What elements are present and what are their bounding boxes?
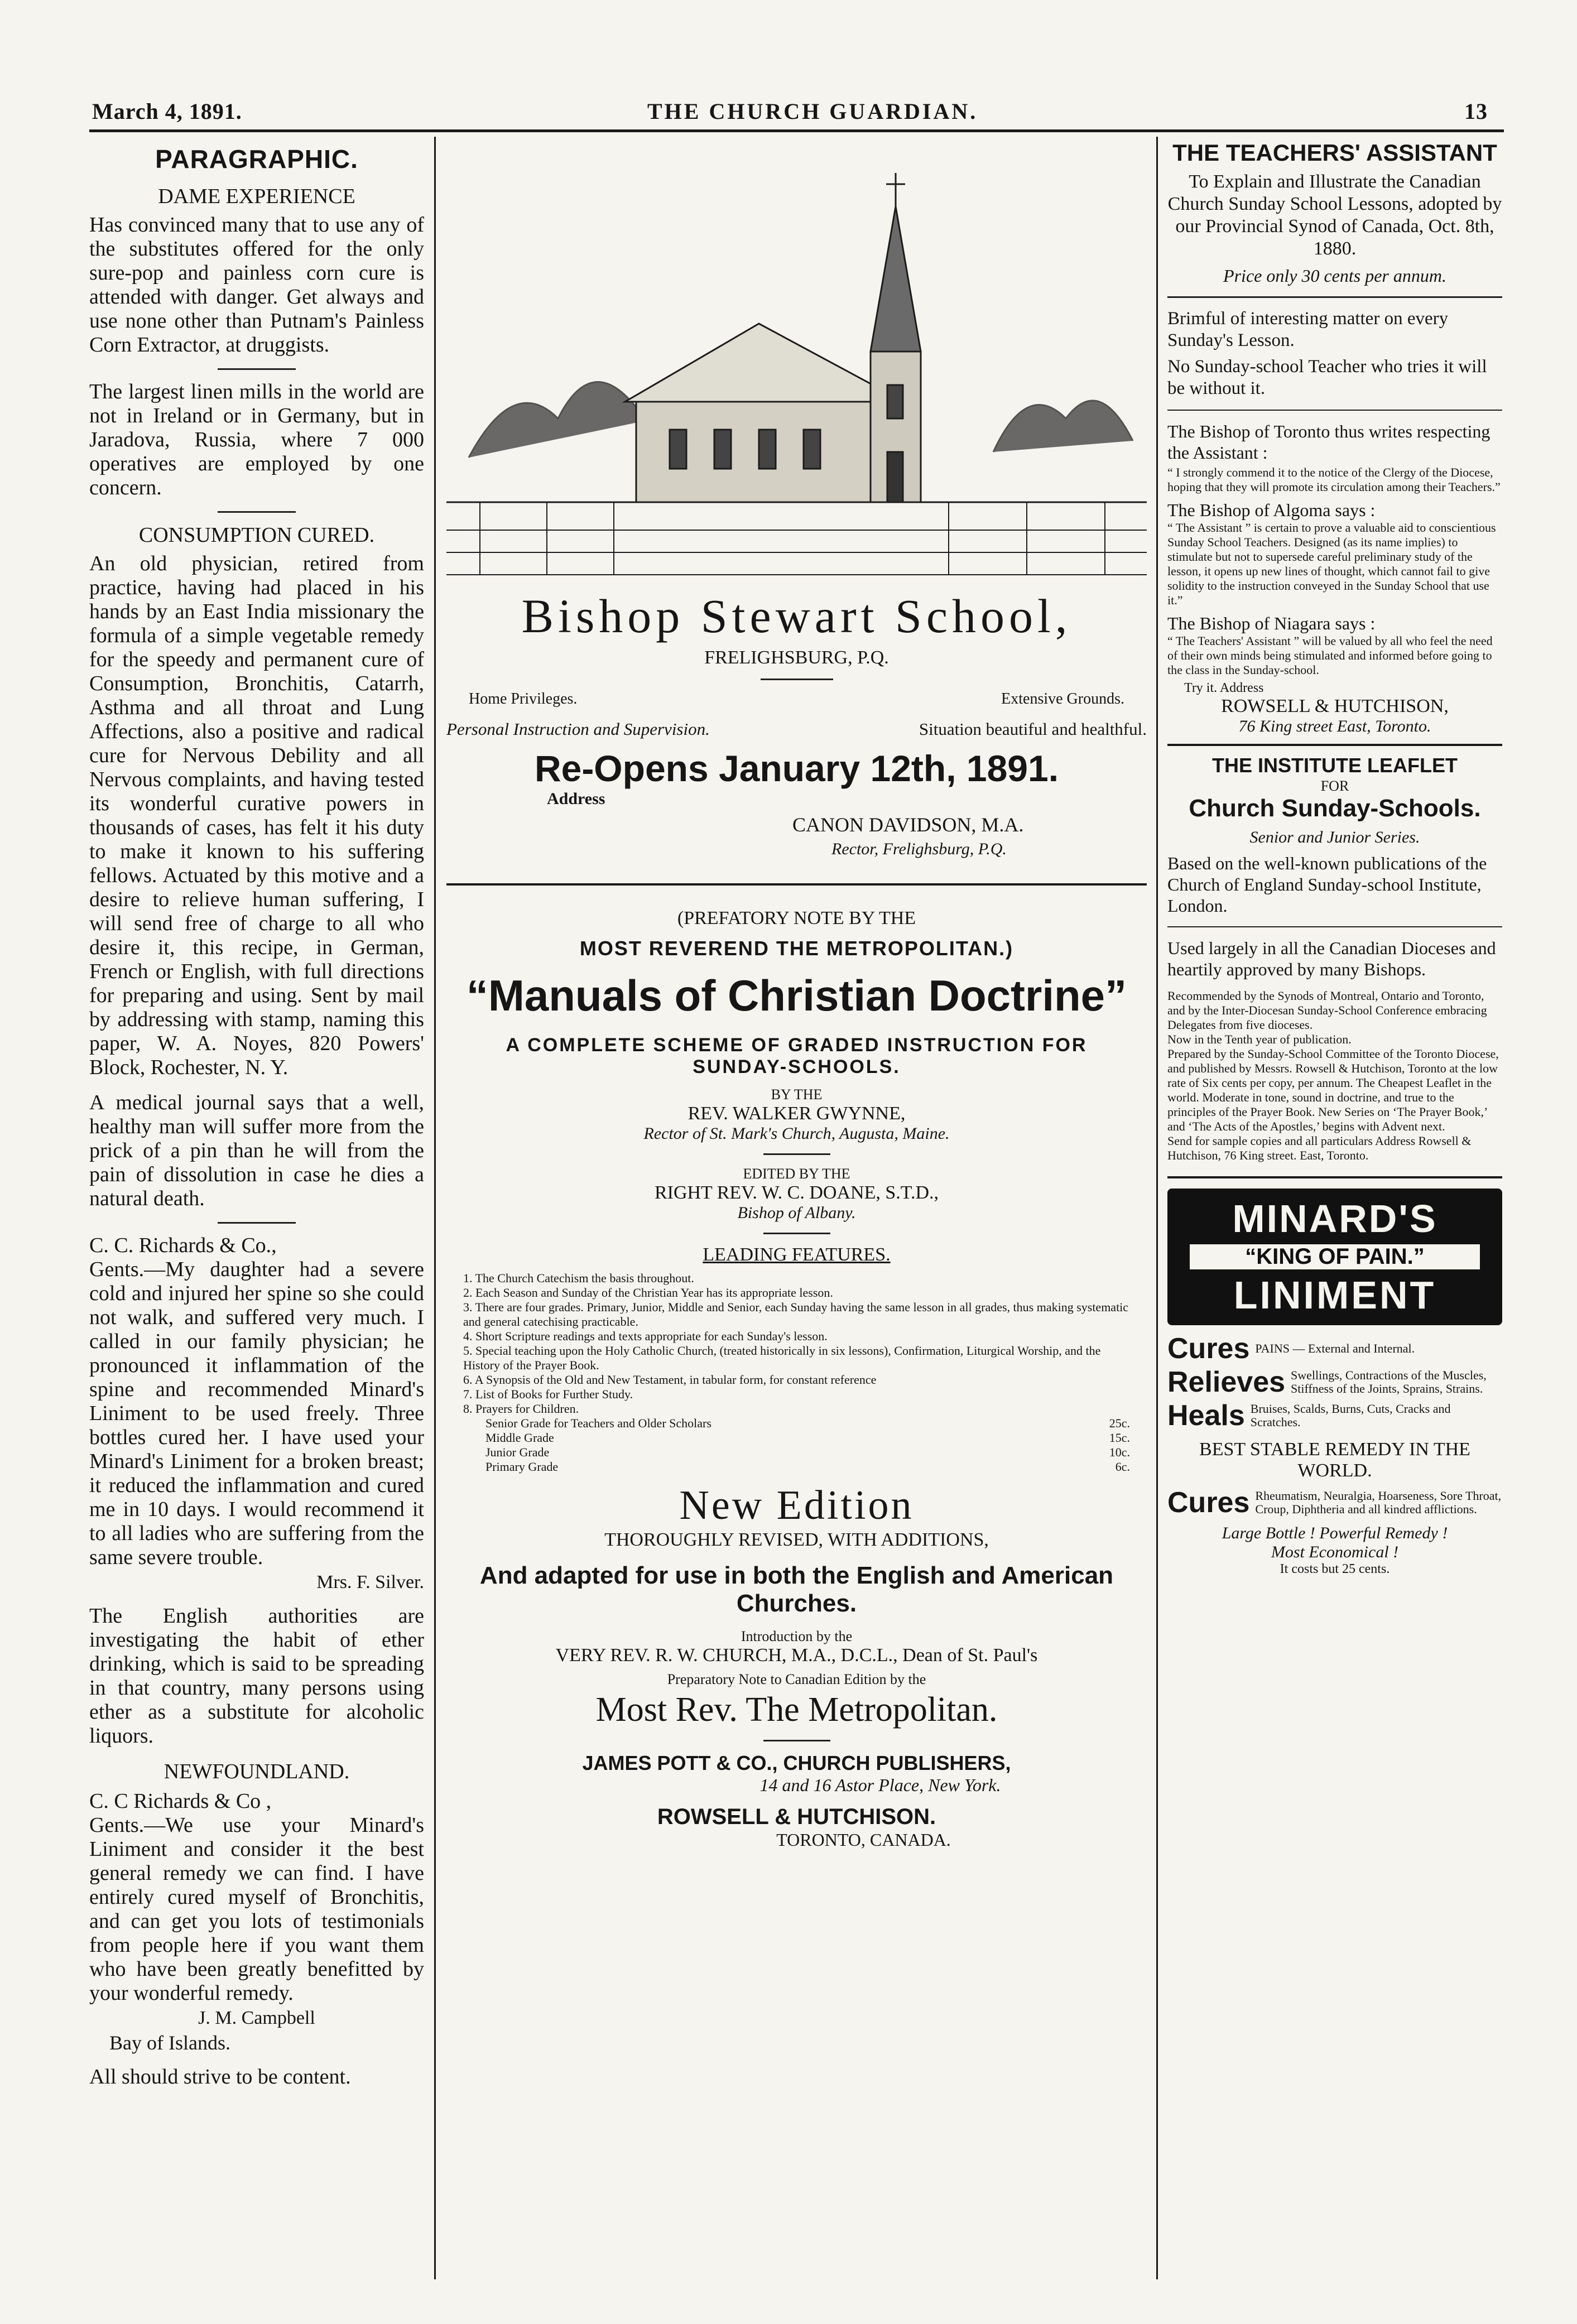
- paragraphic-heading: PARAGRAPHIC.: [155, 145, 358, 174]
- large-bottle: Large Bottle ! Powerful Remedy !: [1222, 1524, 1448, 1542]
- reopens-date: Re-Opens January 12th, 1891.: [534, 748, 1059, 789]
- divider: [761, 679, 833, 680]
- address-label: Address: [547, 790, 605, 808]
- price-row: Middle Grade 15c.: [485, 1431, 1130, 1445]
- doane: RIGHT REV. W. C. DOANE, S.T.D.,: [654, 1182, 939, 1203]
- bay-of-islands: Bay of Islands.: [109, 2032, 230, 2054]
- column-1: [89, 138, 424, 2089]
- toronto-quote: “ I strongly commend it to the notice of the Clergy of the Diocese, hoping that they will promote its circulation among their Teachers.”: [1167, 465, 1501, 494]
- section-rule: [446, 883, 1147, 886]
- try-it: Try it. Address: [1184, 681, 1264, 695]
- school-name: Bishop Stewart School,: [521, 589, 1072, 643]
- send-for: Send for sample copies and all particulars Address Rowsell & Hutchison, 76 King street. East, Toronto.: [1167, 1134, 1472, 1162]
- header-title: THE CHURCH GUARDIAN.: [647, 99, 978, 124]
- doane-title: Bishop of Albany.: [737, 1204, 856, 1222]
- minards-title: MINARD'S: [1232, 1197, 1437, 1240]
- divider: [1167, 296, 1502, 298]
- feature-item: 1. The Church Catechism the basis throughout.: [463, 1271, 694, 1285]
- features-list: [463, 1271, 1130, 1474]
- for-label: FOR: [1320, 778, 1349, 794]
- situation: Situation beautiful and healthful.: [919, 719, 1147, 739]
- used-largely: Used largely in all the Canadian Dioceses and heartily approved by many Bishops.: [1167, 938, 1496, 979]
- divider: [763, 1233, 830, 1234]
- feature-item: 5. Special teaching upon the Holy Catholic Church, (treated historically in six lessons), Confirmation, Liturgical Worship, and the History of the Prayer Book.: [463, 1344, 1101, 1372]
- header-date: March 4, 1891.: [92, 99, 242, 124]
- cures-text: PAINS — External and Internal.: [1255, 1341, 1415, 1355]
- feature-item: 7. List of Books for Further Study.: [463, 1387, 633, 1401]
- section-rule: [1167, 744, 1502, 746]
- column-2: [446, 139, 1147, 1850]
- new-edition: New Edition: [679, 1483, 914, 1528]
- manuals-title: “Manuals of Christian Doctrine”: [466, 971, 1127, 1020]
- divider: [1167, 410, 1502, 411]
- heals-word: Heals: [1167, 1399, 1245, 1432]
- gwynne-title: Rector of St. Mark's Church, Augusta, Maine.: [643, 1124, 950, 1143]
- preparatory-note: Preparatory Note to Canadian Edition by the: [667, 1671, 926, 1687]
- price-row: Senior Grade for Teachers and Older Scholars 25c.: [485, 1416, 1130, 1430]
- prefatory-note: (PREFATORY NOTE BY THE: [677, 908, 916, 928]
- pott-address: 14 and 16 Astor Place, New York.: [759, 1775, 1001, 1795]
- algoma-quote: “ The Assistant ” is certain to prove a valuable aid to conscientious Sunday School Teachers. Designed (as its name implies) to stimulate but not to supersede careful preliminary study of the lesson, it opens up new lines of thought, which cannot fail to give solidity to the instruction conveyed in the Sunday School that use it.”: [1167, 521, 1496, 607]
- personal-instruction: Personal Instruction and Supervision.: [446, 719, 710, 739]
- rector-line: Rector, Frelighsburg, P.Q.: [831, 840, 1007, 858]
- richards-salutation: C. C. Richards & Co.,: [89, 1234, 277, 1257]
- content-paragraph: All should strive to be content.: [89, 2065, 351, 2089]
- rowsell-hutchison-c3: ROWSELL & HUTCHISON,: [1221, 696, 1449, 716]
- divider: [218, 1222, 296, 1224]
- most-economical: Most Economical !: [1271, 1543, 1399, 1561]
- best-stable: BEST STABLE REMEDY IN THE WORLD.: [1199, 1439, 1470, 1481]
- feature-item: 4. Short Scripture readings and texts appropriate for each Sunday's lesson.: [463, 1329, 828, 1343]
- toronto-canada: TORONTO, CANADA.: [776, 1830, 951, 1850]
- price-row: Junior Grade 10c.: [485, 1445, 1130, 1459]
- minards-banner: [1167, 1189, 1502, 1325]
- feature-item: 2. Each Season and Sunday of the Christian Year has its appropriate lesson.: [463, 1286, 833, 1300]
- price-row: Primary Grade 6c.: [485, 1460, 1130, 1474]
- based-on: Based on the well-known publications of the Church of England Sunday-school Institute, London.: [1167, 853, 1487, 916]
- assistant-price: Price only 30 cents per annum.: [1223, 266, 1446, 286]
- walker-gwynne: REV. WALKER GWYNNE,: [687, 1103, 906, 1124]
- church-engraving: [446, 139, 1147, 586]
- feature-item: 3. There are four grades. Primary, Junior, Middle and Senior, each Sunday having the same lesson in all grades, thus making systematic and general catechising practicable.: [463, 1300, 1129, 1329]
- cures-word: Cures: [1167, 1332, 1250, 1365]
- liniment-title: LINIMENT: [1233, 1273, 1436, 1317]
- assistant-description: To Explain and Illustrate the Canadian Church Sunday School Lessons, adopted by our Provincial Synod of Canada, Oct. 8th, 1880.: [1167, 171, 1502, 259]
- divider: [763, 1740, 830, 1741]
- newfoundland-heading: NEWFOUNDLAND.: [164, 1760, 350, 1783]
- thoroughly-revised: THOROUGHLY REVISED, WITH ADDITIONS,: [604, 1529, 989, 1550]
- column-rule-1: [434, 137, 436, 2279]
- church-sunday-schools: Church Sunday-Schools.: [1189, 795, 1481, 822]
- bronchitis-letter: Gents.—We use your Minard's Liniment and consider it the best general remedy we can find. I have entirely cured myself of Bronchitis, and can get you lots of testimonials from people here if you want them who have been greatly benefitted by your wonderful remedy.: [89, 1813, 424, 2005]
- leading-features: LEADING FEATURES.: [703, 1244, 891, 1265]
- column-rule-2: [1156, 137, 1158, 2279]
- heals-text: Bruises, Scalds, Burns, Cuts, Cracks and Scratches.: [1250, 1402, 1451, 1429]
- complete-scheme: A COMPLETE SCHEME OF GRADED INSTRUCTION FOR SUNDAY-SCHOOLS.: [506, 1035, 1088, 1077]
- by-the: BY THE: [771, 1086, 823, 1103]
- divider: [1167, 926, 1502, 927]
- header-rule: [89, 129, 1504, 132]
- no-teacher: No Sunday-school Teacher who tries it will be without it.: [1167, 357, 1487, 398]
- consumption-paragraph: An old physician, retired from practice, having had placed in his hands by an East India missionary the formula of a simple vegetable remedy for the speedy and permanent cure of Consumption, Bronchitis, Catarrh, Asthma and all throat and Lung Affections, also a positive and radical cure for Nervous Debility and all Nervous complaints, and having tested its wonderful curative powers in thousands of cases, has felt it his duty to make it known to his suffering fellows. Actuated by this motive and a desire to relieve human suffering, I will send free of charge to all who desire it, this recipe, in German, French or English, with full directions for preparing and using. Sent by mail by addressing with stamp, naming this paper, W. A. Noyes, 820 Powers' Block, Rochester, N. Y.: [89, 552, 424, 1079]
- tenth-year: Now in the Tenth year of publication.: [1167, 1032, 1352, 1046]
- section-rule: [1167, 1176, 1502, 1178]
- niagara-quote: “ The Teachers' Assistant ” will be valued by all who feel the need of their own minds being stimulated and informed before going to the class in the Sunday-school.: [1167, 634, 1493, 677]
- king-of-pain: “KING OF PAIN.”: [1190, 1244, 1480, 1269]
- feature-item: 6. A Synopsis of the Old and New Testament, in tabular form, for constant reference: [463, 1373, 877, 1387]
- senior-junior: Senior and Junior Series.: [1249, 828, 1420, 846]
- linen-paragraph: The largest linen mills in the world are not in Ireland or in Germany, but in Jaradova, Russia, where 7 000 operatives are employed by one concern.: [89, 380, 424, 499]
- prepared-by: Prepared by the Sunday-School Committee of the Toronto Diocese, and published by Messrs. Rowsell & Hutchison, Toronto at the low rate of Six cents per copy, per annum. The Cheapest Leaflet in the world. Moderate in tone, sound in doctrine, and true to the principles of the Prayer Book. New Series on ‘The Prayer Book,’ and ‘The Acts of the Apostles,’ begins with Advent next.: [1167, 1047, 1499, 1133]
- school-place: FRELIGHSBURG, P.Q.: [704, 647, 889, 668]
- costs-25: It costs but 25 cents.: [1280, 1562, 1390, 1576]
- introduction-by: Introduction by the: [741, 1628, 853, 1644]
- spine-letter: Gents.—My daughter had a severe cold and injured her spine so she could not walk, and suffered very much. I called in our family physician; he pronounced it inflammation of the spine and recommended Minard's Liniment to be used freely. Three bottles cured her. I have used your Minard's Liniment for a broken breast; it reduced the inflammation and cured me in 10 days. I would recommend it to all ladies who are suffering from the same severe trouble.: [89, 1258, 424, 1569]
- consumption-heading: CONSUMPTION CURED.: [138, 523, 375, 547]
- relieves-text: Swellings, Contractions of the Muscles, Stiffness of the Joints, Sprains, Strains.: [1291, 1368, 1487, 1396]
- dame-experience-heading: DAME EXPERIENCE: [158, 185, 355, 208]
- james-pott: JAMES POTT & CO., CHURCH PUBLISHERS,: [582, 1752, 1011, 1774]
- divider: [218, 368, 296, 370]
- teachers-assistant-heading: THE TEACHERS' ASSISTANT: [1172, 139, 1497, 166]
- cures2-word: Cures: [1167, 1486, 1250, 1519]
- rowsell-hutchison: ROWSELL & HUTCHISON.: [657, 1805, 936, 1829]
- institute-leaflet: THE INSTITUTE LEAFLET: [1212, 754, 1458, 777]
- canon-davidson: CANON DAVIDSON, M.A.: [792, 814, 1024, 836]
- divider: [218, 511, 296, 513]
- column-3: [1167, 139, 1502, 1577]
- home-privileges: Home Privileges.: [469, 690, 578, 708]
- recommended: Recommended by the Synods of Montreal, Ontario and Toronto, and by the Inter-Diocesan Sunday-School Conference embracing Delegates from five dioceses.: [1167, 989, 1487, 1032]
- dean-church: VERY REV. R. W. CHURCH, M.A., D.C.L., Dean of St. Paul's: [555, 1645, 1038, 1666]
- cures2-text: Rheumatism, Neuralgia, Hoarseness, Sore Throat, Croup, Diphtheria and all kindred afflictions.: [1255, 1489, 1502, 1516]
- king-street: 76 King street East, Toronto.: [1238, 717, 1431, 735]
- ether-paragraph: The English authorities are investigating the habit of ether drinking, which is said to be spreading in that country, many persons using ether as a substitute for alcoholic liquors.: [89, 1604, 424, 1748]
- brimful: Brimful of interesting matter on every Sunday's Lesson.: [1167, 309, 1449, 350]
- richards-salutation-2: C. C Richards & Co ,: [89, 1789, 272, 1813]
- bishop-toronto: The Bishop of Toronto thus writes respecting the Assistant :: [1167, 421, 1491, 463]
- relieves-word: Relieves: [1167, 1366, 1286, 1398]
- most-reverend: MOST REVEREND THE METROPOLITAN.): [579, 937, 1014, 960]
- medical-paragraph: A medical journal says that a well, healthy man will suffer more from the prick of a pin than he will from the pain of dissolution in case he dies a natural death.: [89, 1091, 424, 1210]
- feature-item: 8. Prayers for Children.: [463, 1402, 579, 1416]
- corn-paragraph: Has convinced many that to use any of the substitutes offered for the only sure-pop and painless corn cure is attended with danger. Get always and use none other than Putnam's Painless Corn Extractor, at druggists.: [89, 213, 424, 357]
- extensive-grounds: Extensive Grounds.: [1001, 690, 1124, 708]
- most-rev-metropolitan: Most Rev. The Metropolitan.: [595, 1691, 998, 1729]
- adapted-line: And adapted for use in both the English and American Churches.: [479, 1562, 1114, 1617]
- signature-silver: Mrs. F. Silver.: [316, 1572, 424, 1592]
- divider: [763, 1153, 830, 1155]
- edited-by: EDITED BY THE: [743, 1166, 850, 1182]
- header-page: 13: [1464, 99, 1488, 124]
- bishop-niagara: The Bishop of Niagara says :: [1167, 613, 1376, 633]
- bishop-algoma: The Bishop of Algoma says :: [1167, 500, 1376, 520]
- signature-campbell: J. M. Campbell: [198, 2008, 315, 2028]
